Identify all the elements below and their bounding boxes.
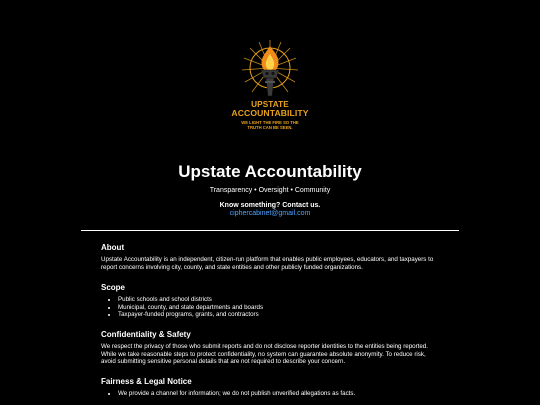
scope-list	[101, 296, 441, 319]
section-confidentiality	[101, 329, 441, 366]
section-body: We respect the privacy of those who submit reports and do not disclose reporter identities to the entities being reported. While we take reasonable steps to protect confidentiality, no system can guarantee absolute anonymity. To reduce risk, avoid submitting sensitive personal details that are not required to describe your concern.	[101, 343, 428, 366]
section-scope	[101, 282, 441, 319]
section-heading: Confidentiality & Safety	[101, 330, 191, 339]
logo-line-1: UPSTATE	[251, 100, 289, 109]
logo-tagline-1: WE LIGHT THE FIRE SO THE	[241, 120, 299, 125]
logo-line-2: ACCOUNTABILITY	[231, 108, 309, 118]
section-body: Upstate Accountability is an independent, citizen-run platform that enables public employees, educators, and taxpayers to report concerns involving city, county, and state entities and other publicly funded organizations.	[101, 256, 434, 271]
list-item: • Taxpayer-funded programs, grants, and contractors	[118, 311, 441, 319]
site-logo	[228, 34, 312, 142]
page-title: Upstate Accountability	[178, 162, 362, 181]
section-about	[101, 242, 441, 271]
contact-heading: Know something? Contact us.	[219, 202, 321, 209]
fairness-list	[101, 390, 441, 398]
section-fairness	[101, 376, 441, 398]
site-tagline: Transparency • Oversight • Community	[209, 187, 331, 194]
divider	[81, 230, 459, 231]
list-item: • Municipal, county, and state departments and boards	[118, 304, 441, 312]
section-heading: Fairness & Legal Notice	[101, 377, 192, 386]
logo-tagline-2: TRUTH CAN BE SEEN.	[247, 125, 293, 130]
list-item: • Public schools and school districts	[118, 296, 441, 304]
section-heading: About	[101, 243, 125, 252]
section-heading: Scope	[101, 283, 126, 292]
list-item: • We provide a channel for information; we do not publish unverified allegations as facts.	[118, 390, 441, 398]
contact-email-link[interactable]: ciphercabinet@gmail.com	[229, 210, 311, 217]
